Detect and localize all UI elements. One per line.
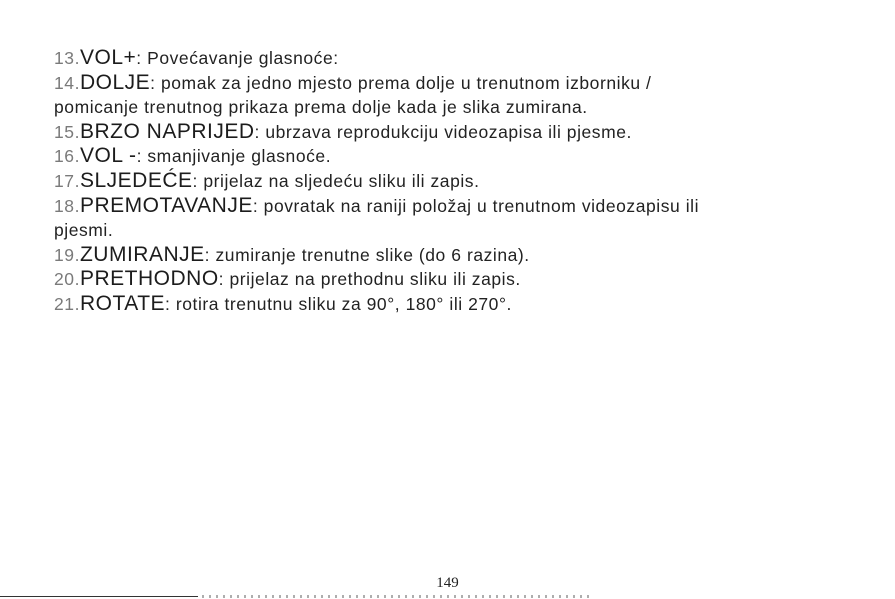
- item-term: PREMOTAVANJE: [79, 193, 253, 217]
- item-term: SLJEDEĆE: [79, 168, 193, 192]
- item-description: : ubrzava reprodukciju videozapisa ili pjesme.: [254, 121, 632, 142]
- list-item-continuation: [54, 218, 854, 243]
- item-term: ZUMIRANJE: [79, 242, 205, 266]
- footer-print-marks: [202, 595, 592, 598]
- item-description: : prijelaz na sljedeću sliku ili zapis.: [192, 170, 480, 191]
- item-number: 20.: [54, 269, 80, 290]
- list-item: [54, 120, 854, 145]
- list-item-continuation: [54, 95, 854, 120]
- item-number: 21.: [54, 293, 80, 314]
- list-item: [54, 267, 854, 292]
- item-description: : Povećavanje glasnoće:: [136, 48, 339, 68]
- item-term: ROTATE: [79, 291, 166, 315]
- item-term: BRZO NAPRIJED: [79, 119, 255, 143]
- item-description: : smanjivanje glasnoće.: [136, 146, 332, 167]
- list-item: [54, 243, 854, 268]
- item-term: VOL -: [79, 144, 137, 168]
- item-description: : zumiranje trenutne slike (do 6 razina).: [204, 244, 530, 265]
- item-number: 13.: [54, 48, 80, 68]
- list-item: [54, 144, 854, 169]
- instruction-list: [54, 46, 854, 317]
- item-number: 14.: [54, 72, 80, 93]
- list-item: [54, 46, 854, 71]
- item-description: : prijelaz na prethodnu sliku ili zapis.: [218, 269, 521, 290]
- list-item: [54, 169, 854, 194]
- list-item: [54, 292, 854, 317]
- item-number: 19.: [54, 244, 80, 265]
- item-description: : povratak na raniji položaj u trenutnom videozapisu ili: [252, 195, 700, 216]
- footer-rule: [0, 596, 198, 597]
- item-description: : pomak za jedno mjesto prema dolje u trenutnom izborniku /: [150, 72, 652, 93]
- item-number: 15.: [54, 121, 80, 142]
- item-description: pomicanje trenutnog prikaza prema dolje kada je slika zumirana.: [54, 97, 588, 118]
- item-number: 18.: [54, 195, 80, 216]
- item-number: 16.: [54, 146, 80, 167]
- item-description: : rotira trenutnu sliku za 90°, 180° ili 270°.: [165, 293, 512, 314]
- item-term: DOLJE: [79, 70, 151, 94]
- item-number: 17.: [54, 170, 80, 191]
- list-item: [54, 71, 854, 96]
- list-item: [54, 194, 854, 219]
- item-term: PRETHODNO: [79, 267, 219, 291]
- item-term: VOL+: [79, 46, 137, 69]
- item-description: pjesmi.: [54, 220, 114, 241]
- page-number: 149: [436, 575, 459, 591]
